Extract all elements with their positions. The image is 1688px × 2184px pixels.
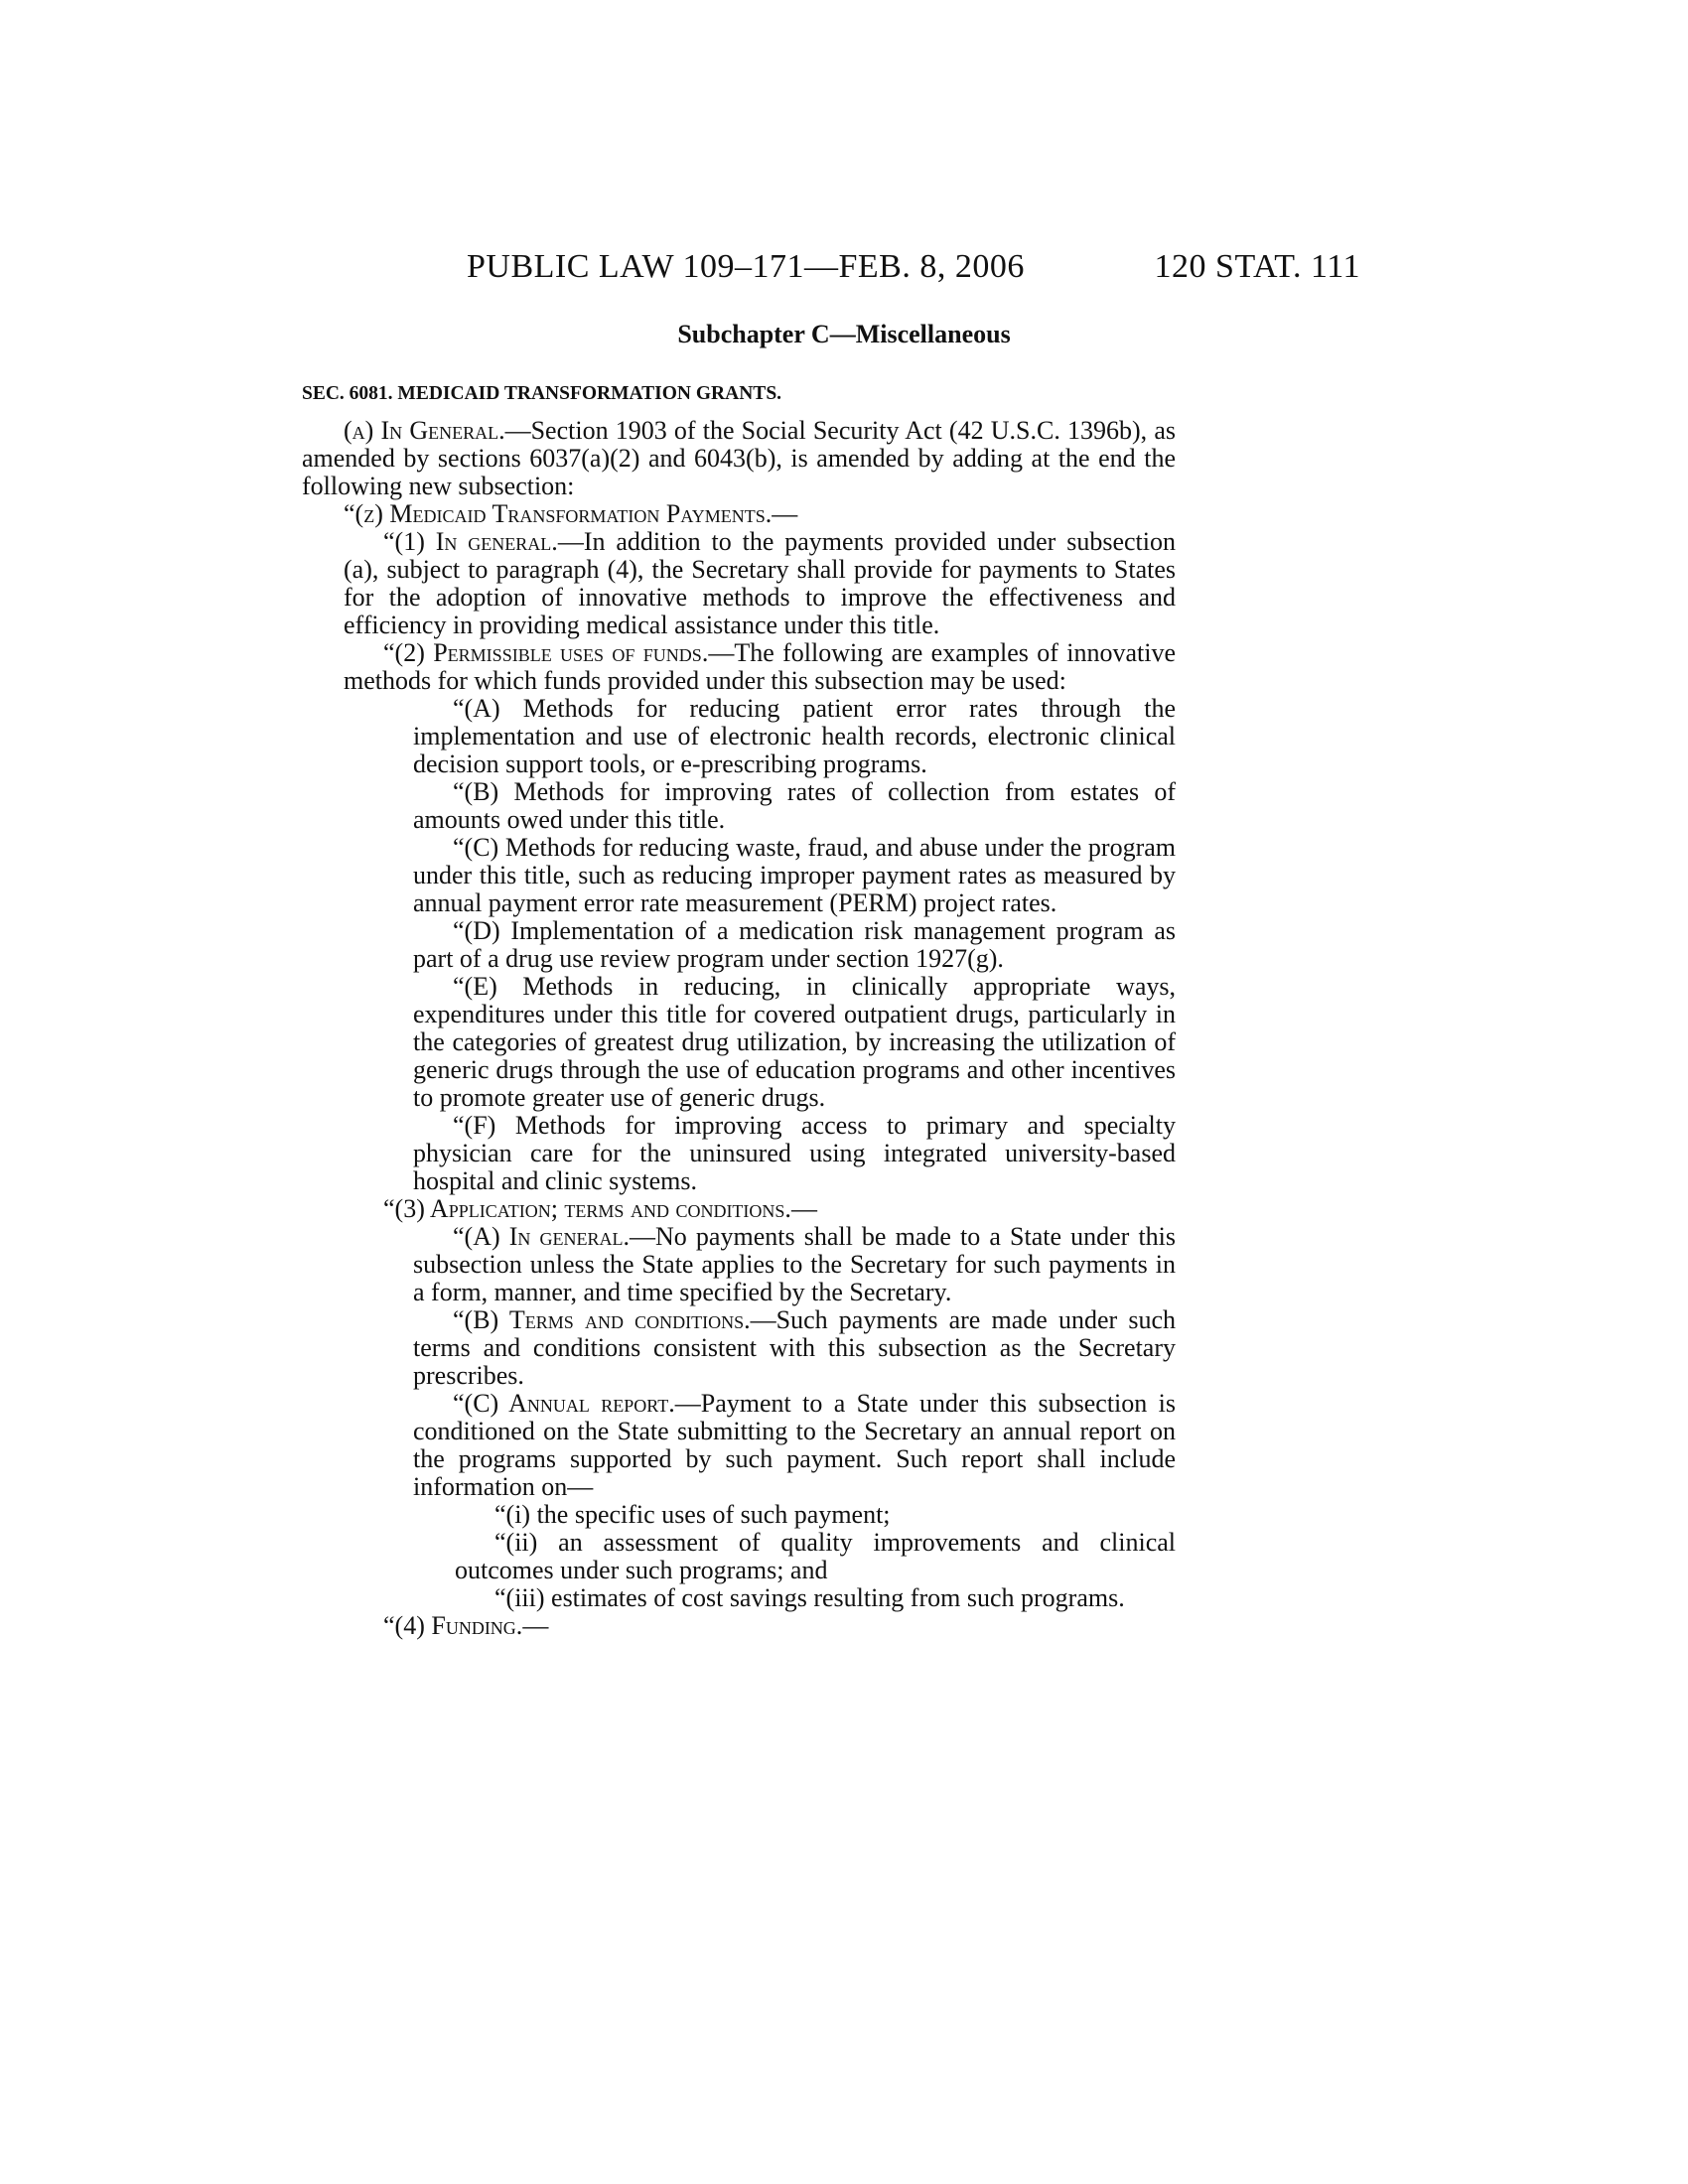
- subparagraph-3B: [413, 1306, 1176, 1390]
- paragraph-2-text: —The following are examples of innovative methods for which funds provided under this subsection may be used:: [344, 638, 1176, 695]
- header-title: PUBLIC LAW 109–171—FEB. 8, 2006: [467, 248, 1025, 285]
- subparagraph-C: “(C) Methods for reducing waste, fraud, and abuse under the program under this title, such as reducing improper payment rates as measured by annual payment error rate measurement (PERM) project rates.: [413, 833, 1176, 917]
- clause-iii: “(iii) estimates of cost savings resulting from such programs.: [494, 1583, 1125, 1612]
- document-body: [302, 417, 1176, 1640]
- paragraph-1: [344, 528, 1176, 639]
- subsection-z: [302, 500, 1176, 528]
- subparagraph-B: “(B) Methods for improving rates of collection from estates of amounts owed under this title.: [413, 777, 1176, 834]
- subparagraph-3A: [413, 1223, 1176, 1306]
- paragraph-4-label: “(4) Funding.: [383, 1611, 523, 1640]
- paragraph-4-text: —: [522, 1611, 549, 1640]
- subparagraph-3C-text: —Payment to a State under this subsection is conditioned on the State submitting to the Secretary an annual report on the programs supported by such payment. Such report shall include information on—: [413, 1389, 1177, 1501]
- subsection-z-text: —: [772, 499, 798, 528]
- paragraph-1-label: “(1) In general.: [383, 527, 558, 556]
- subparagraph-A: “(A) Methods for reducing patient error rates through the implementation and use of electronic health records, electronic clinical decision support tools, or e-prescribing programs.: [413, 694, 1176, 778]
- header-stat-page: 120 STAT. 111: [1154, 248, 1360, 285]
- clause-i: “(i) the specific uses of such payment;: [494, 1500, 891, 1529]
- paragraph-3-text: —: [790, 1194, 817, 1223]
- subparagraph-3A-label: “(A) In general.: [453, 1222, 631, 1251]
- paragraph-a-label: (a) In General.: [344, 416, 505, 445]
- subparagraph-3B-label: “(B) Terms and conditions.: [453, 1305, 751, 1334]
- paragraph-3: [344, 1195, 1176, 1223]
- subparagraph-F: “(F) Methods for improving access to primary and specialty physician care for the uninsured using integrated university-based hospital and clinic systems.: [413, 1111, 1176, 1195]
- subparagraph-3C-label: “(C) Annual report.: [453, 1389, 675, 1418]
- subparagraph-3C: [413, 1390, 1176, 1501]
- subparagraph-3A-text: —No payments shall be made to a State under this subsection unless the State applies to the Secretary for such payments in a form, manner, and time specified by the Secretary.: [413, 1222, 1177, 1306]
- paragraph-2: [344, 639, 1176, 695]
- subchapter-title: Subchapter C—Miscellaneous: [677, 320, 1011, 348]
- paragraph-4: [344, 1612, 1176, 1640]
- subparagraph-D: “(D) Implementation of a medication risk management program as part of a drug use review program under section 1927(g).: [413, 916, 1176, 973]
- subsection-z-label: “(z) Medicaid Transformation Payments.: [344, 499, 773, 528]
- paragraph-a-text: —Section 1903 of the Social Security Act (42 U.S.C. 1396b), as amended by sections 6037(a)(2) and 6043(b), is amended by adding at the end the following new subsection:: [302, 416, 1176, 500]
- paragraph-1-text: —In addition to the payments provided under subsection (a), subject to paragraph (4), the Secretary shall provide for payments to States for the adoption of innovative methods to improve the effectiveness and efficiency in providing medical assistance under this title.: [344, 527, 1176, 639]
- subparagraph-E: “(E) Methods in reducing, in clinically appropriate ways, expenditures under this title for covered outpatient drugs, particularly in the categories of greatest drug utilization, by increasing the utilization of generic drugs through the use of education programs and other incentives to promote greater use of generic drugs.: [413, 972, 1176, 1112]
- paragraph-2-label: “(2) Permissible uses of funds.: [383, 638, 709, 667]
- subparagraph-3B-text: —Such payments are made under such terms and conditions consistent with this subsection as the Secretary prescribes.: [413, 1305, 1176, 1390]
- section-heading: SEC. 6081. MEDICAID TRANSFORMATION GRANTS.: [302, 383, 782, 404]
- paragraph-3-label: “(3) Application; terms and conditions.: [383, 1194, 791, 1223]
- clause-ii: “(ii) an assessment of quality improvements and clinical outcomes under such programs; and: [455, 1528, 1176, 1584]
- paragraph-a: [302, 417, 1176, 500]
- running-header: [467, 248, 1360, 294]
